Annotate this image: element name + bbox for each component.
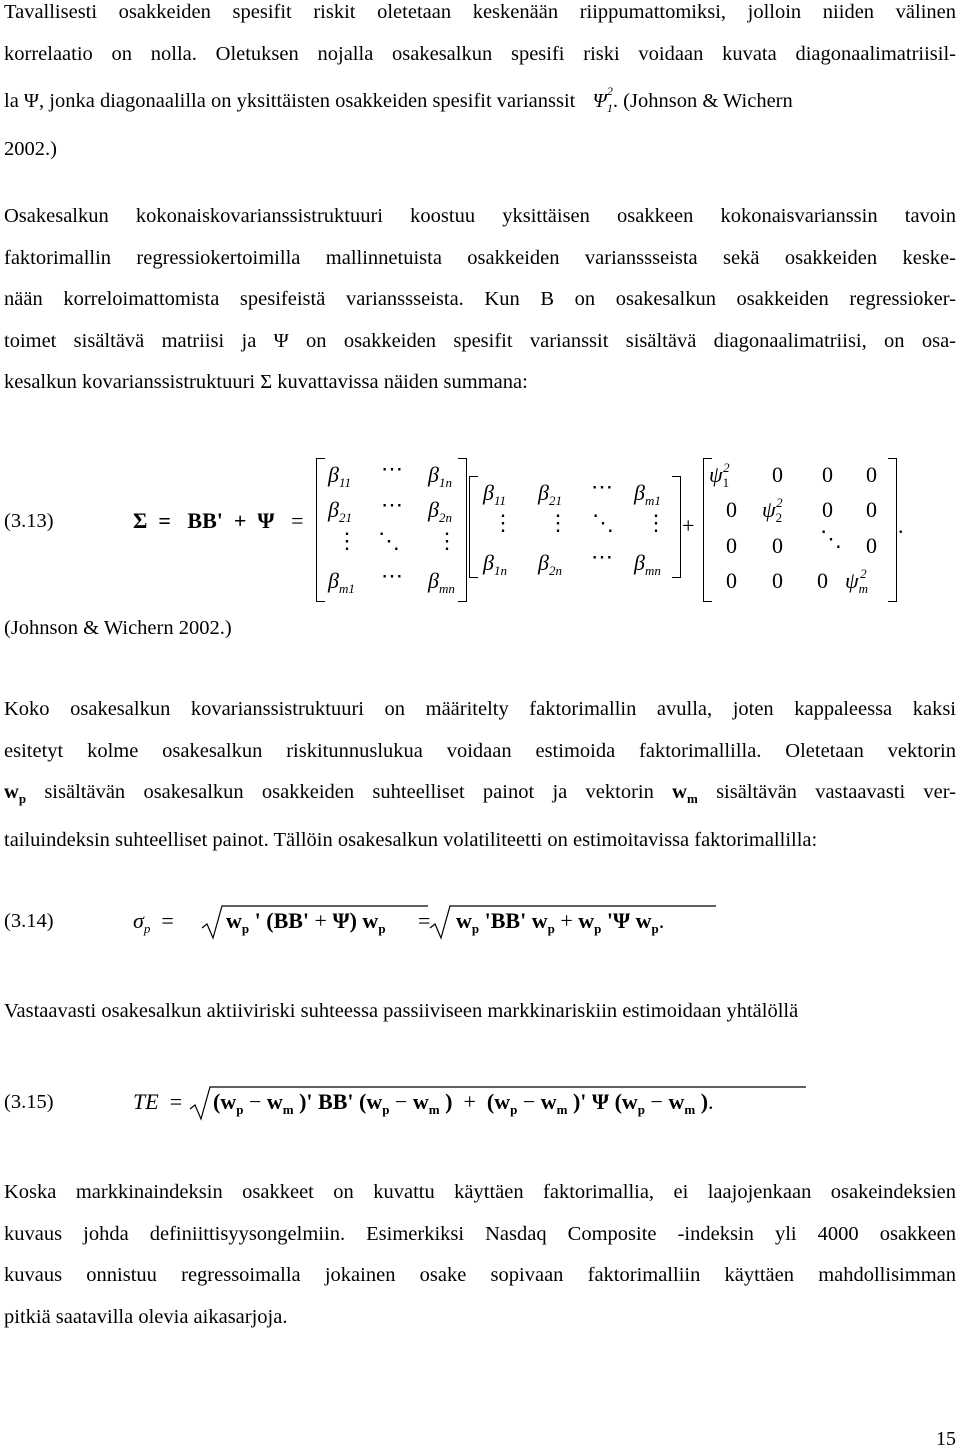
p5-line-1: Koska markkinaindeksin osakkeet on kuvattu käyttäen faktorimallia, ei laajojenkaan osakeindeksien	[4, 1181, 956, 1203]
p3-line-1: Koko osakesalkun kovarianssistruktuuri on määritelty faktorimallin avulla, joten kappaleessa kaksi	[4, 698, 956, 720]
eq-label-3-13: (3.13)	[4, 510, 54, 532]
p3-line-2: esitetyt kolme osakesalkun riskitunnuslukua voidaan estimoida faktorimallilla. Oletetaan vektorin	[4, 739, 956, 762]
eq313-citation: (Johnson & Wichern 2002.)	[4, 617, 232, 639]
matrix1-left-bracket	[316, 458, 325, 602]
p5-line-3: kuvaus onnistuu regressoimalla jokainen osake sopivaan faktorimalliin käyttäen mahdollisimman	[4, 1264, 956, 1286]
p1-line-3: la Ψ, jonka diagonaalilla on yksittäisten osakkeiden spesifit varianssit $\Psi_1^2$. (Johnson & Wichern	[4, 84, 793, 115]
paragraph-2	[4, 196, 956, 404]
p2-line-4: toimet sisältävä matriisi ja Ψ on osakkeiden spesifit varianssit sisältävä diagonaalimatriisi, on osa-	[4, 329, 956, 352]
p3-line-4: tailuindeksin suhteelliset painot. Tällöin osakesalkun volatiliteetti on estimoitavissa faktorimallilla:	[4, 828, 818, 851]
p1-line-4: 2002.)	[4, 138, 57, 161]
p5-line-4: pitkiä saatavilla olevia aikasarjoja.	[4, 1305, 288, 1328]
page-number: 15	[936, 1428, 956, 1450]
matrix3-right-bracket	[888, 458, 897, 602]
matrix1-right-bracket	[458, 458, 467, 602]
p1-line-1: Tavallisesti osakkeiden spesifit riskit oletetaan keskenään riippumattomiksi, jolloin niiden välinen	[4, 1, 956, 23]
eq-label-3-15: (3.15)	[4, 1091, 54, 1113]
p2-line-5: kesalkun kovarianssistruktuuri Σ kuvattavissa näiden summana:	[4, 371, 528, 393]
p3-line-3: $w_p$ sisältävän osakesalkun osakkeiden suhteelliset painot ja vektorin $w_m$ sisältävän vastaavasti ver-	[4, 781, 957, 807]
matrix2-left-bracket	[469, 476, 478, 578]
paragraph-5	[4, 1172, 956, 1338]
p2-line-1: Osakesalkun kokonaiskovarianssistruktuuri koostuu yksittäisen osakkeen kokonaisvarianssin tavoin	[4, 205, 956, 227]
p1-line-2: korrelaatio on nolla. Oletuksen nojalla osakesalkun spesifi riski voidaan kuvata diagonaalimatriisil-	[4, 42, 956, 65]
psi-i-squared: $\Psi_1^2$	[592, 84, 613, 115]
paragraph-3	[4, 689, 956, 861]
p2-line-3: nään korreloimattomista spesifeistä varianssseista. Kun B on osakesalkun osakkeiden regressioker-	[4, 288, 956, 310]
eq-label-3-14: (3.14)	[4, 910, 54, 932]
eq313-lhs: Σ = BB' + Ψ =	[133, 508, 304, 533]
matrix2-right-bracket	[672, 476, 681, 578]
paragraph-4	[4, 991, 956, 1033]
paragraph-1	[4, 0, 956, 171]
p2-line-2: faktorimallin regressiokertoimilla mallinnetuista osakkeiden varianssseista sekä osakkeiden keske-	[4, 246, 956, 269]
p5-line-2: kuvaus johda definiittisyysongelmiin. Esimerkiksi Nasdaq Composite -indeksin yli 4000 osakkeen	[4, 1222, 956, 1245]
p4-line-1: Vastaavasti osakesalkun aktiiviriski suhteessa passiiviseen markkinariskiin estimoidaan yhtälöllä	[4, 1000, 799, 1022]
